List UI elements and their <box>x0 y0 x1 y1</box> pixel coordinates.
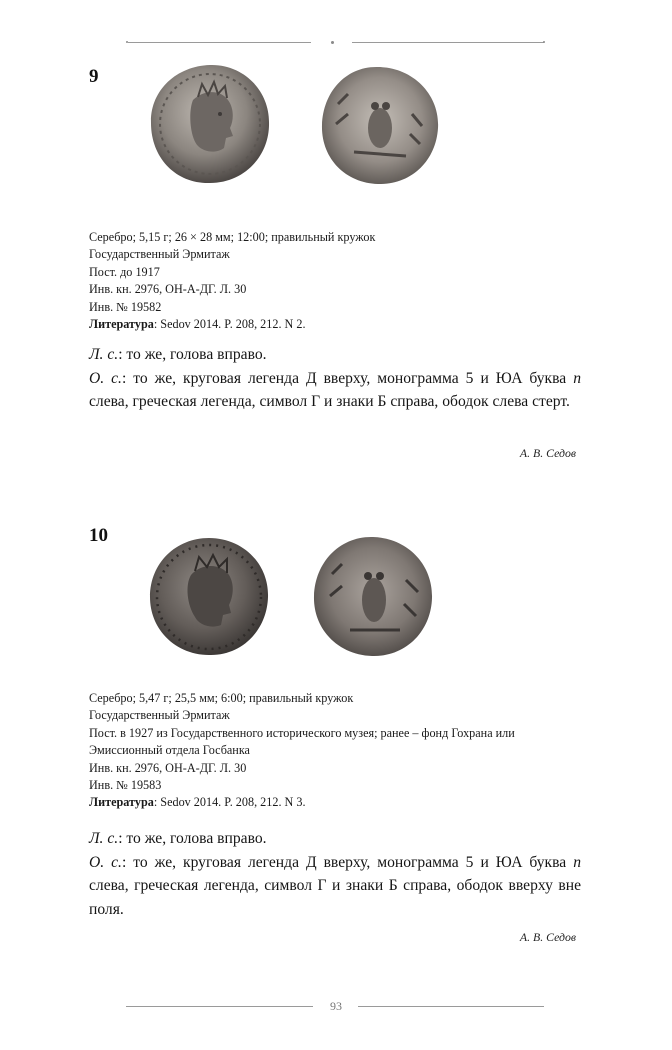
collection-line: Государственный Эрмитаж <box>89 247 230 262</box>
entry-number: 9 <box>89 66 99 87</box>
inventory-number-line: Инв. № 19583 <box>89 778 162 793</box>
literature-label: Литература <box>89 317 154 332</box>
reverse-letter: п <box>573 369 581 387</box>
reverse-description <box>89 851 581 922</box>
reverse-text: : то же, круговая легенда Д вверху, монограмма 5 и ЮА буква <box>121 369 574 387</box>
literature-value: : Sedov 2014. P. 208, 212. N 2. <box>153 317 306 332</box>
material-line: Серебро; 5,15 г; 26 × 28 мм; 12:00; правильный кружок <box>89 230 376 244</box>
top-ornament-dot <box>331 41 334 44</box>
material-line: Серебро; 5,47 г; 25,5 мм; 6:00; правильный кружок <box>89 691 354 705</box>
literature-label: Литература <box>89 795 154 810</box>
reverse-text-cont: слева, греческая легенда, символ Г и знаки Б справа, ободок слева стерт. <box>89 393 570 410</box>
literature-line <box>89 316 569 333</box>
obverse-label: Л. с. <box>89 346 119 363</box>
literature-line <box>89 794 569 811</box>
inventory-number-line: Инв. № 19582 <box>89 299 162 314</box>
entry-details <box>89 229 569 333</box>
literature-value: : Sedov 2014. P. 208, 212. N 3. <box>153 795 306 810</box>
author-signature: А. В. Седов <box>519 446 576 460</box>
reverse-description <box>89 367 581 414</box>
reverse-letter: п <box>573 853 581 871</box>
top-rule-right <box>352 42 544 43</box>
coin-reverse-image <box>310 534 436 660</box>
reverse-text-cont: слева, греческая легенда, символ Г и знаки Б справа, ободок вверху вне поля. <box>89 877 581 918</box>
coin-description <box>89 827 581 921</box>
acquisition-line: Пост. в 1927 из Государственного исторического музея; ранее – фонд Гохрана или Эмиссионный отдела Госбанка <box>89 725 515 758</box>
top-rule-end-dot <box>126 41 128 43</box>
entry-number: 10 <box>89 525 108 546</box>
reverse-label: О. с. <box>89 853 122 871</box>
coin-obverse-image <box>147 535 271 659</box>
obverse-description <box>89 827 581 851</box>
inventory-book-line: Инв. кн. 2976, ОН-А-ДГ. Л. 30 <box>89 282 247 297</box>
coin-obverse-image <box>148 62 272 186</box>
inventory-book-line: Инв. кн. 2976, ОН-А-ДГ. Л. 30 <box>89 760 247 775</box>
entry-details <box>89 690 569 812</box>
coin-description <box>89 343 581 414</box>
obverse-label: Л. с. <box>89 830 119 847</box>
page-number: 93 <box>330 999 342 1013</box>
top-rule-left <box>128 42 311 43</box>
obverse-text: : то же, голова вправо. <box>118 346 267 363</box>
reverse-text: : то же, круговая легенда Д вверху, монограмма 5 и ЮА буква <box>121 853 574 871</box>
acquisition-line: Пост. до 1917 <box>89 264 160 279</box>
obverse-text: : то же, голова вправо. <box>118 830 267 847</box>
top-rule-end-dot <box>543 41 545 43</box>
author-signature: А. В. Седов <box>519 930 576 944</box>
obverse-description <box>89 343 581 367</box>
collection-line: Государственный Эрмитаж <box>89 708 230 723</box>
coin-reverse-image <box>318 64 442 188</box>
reverse-label: О. с. <box>89 369 122 387</box>
